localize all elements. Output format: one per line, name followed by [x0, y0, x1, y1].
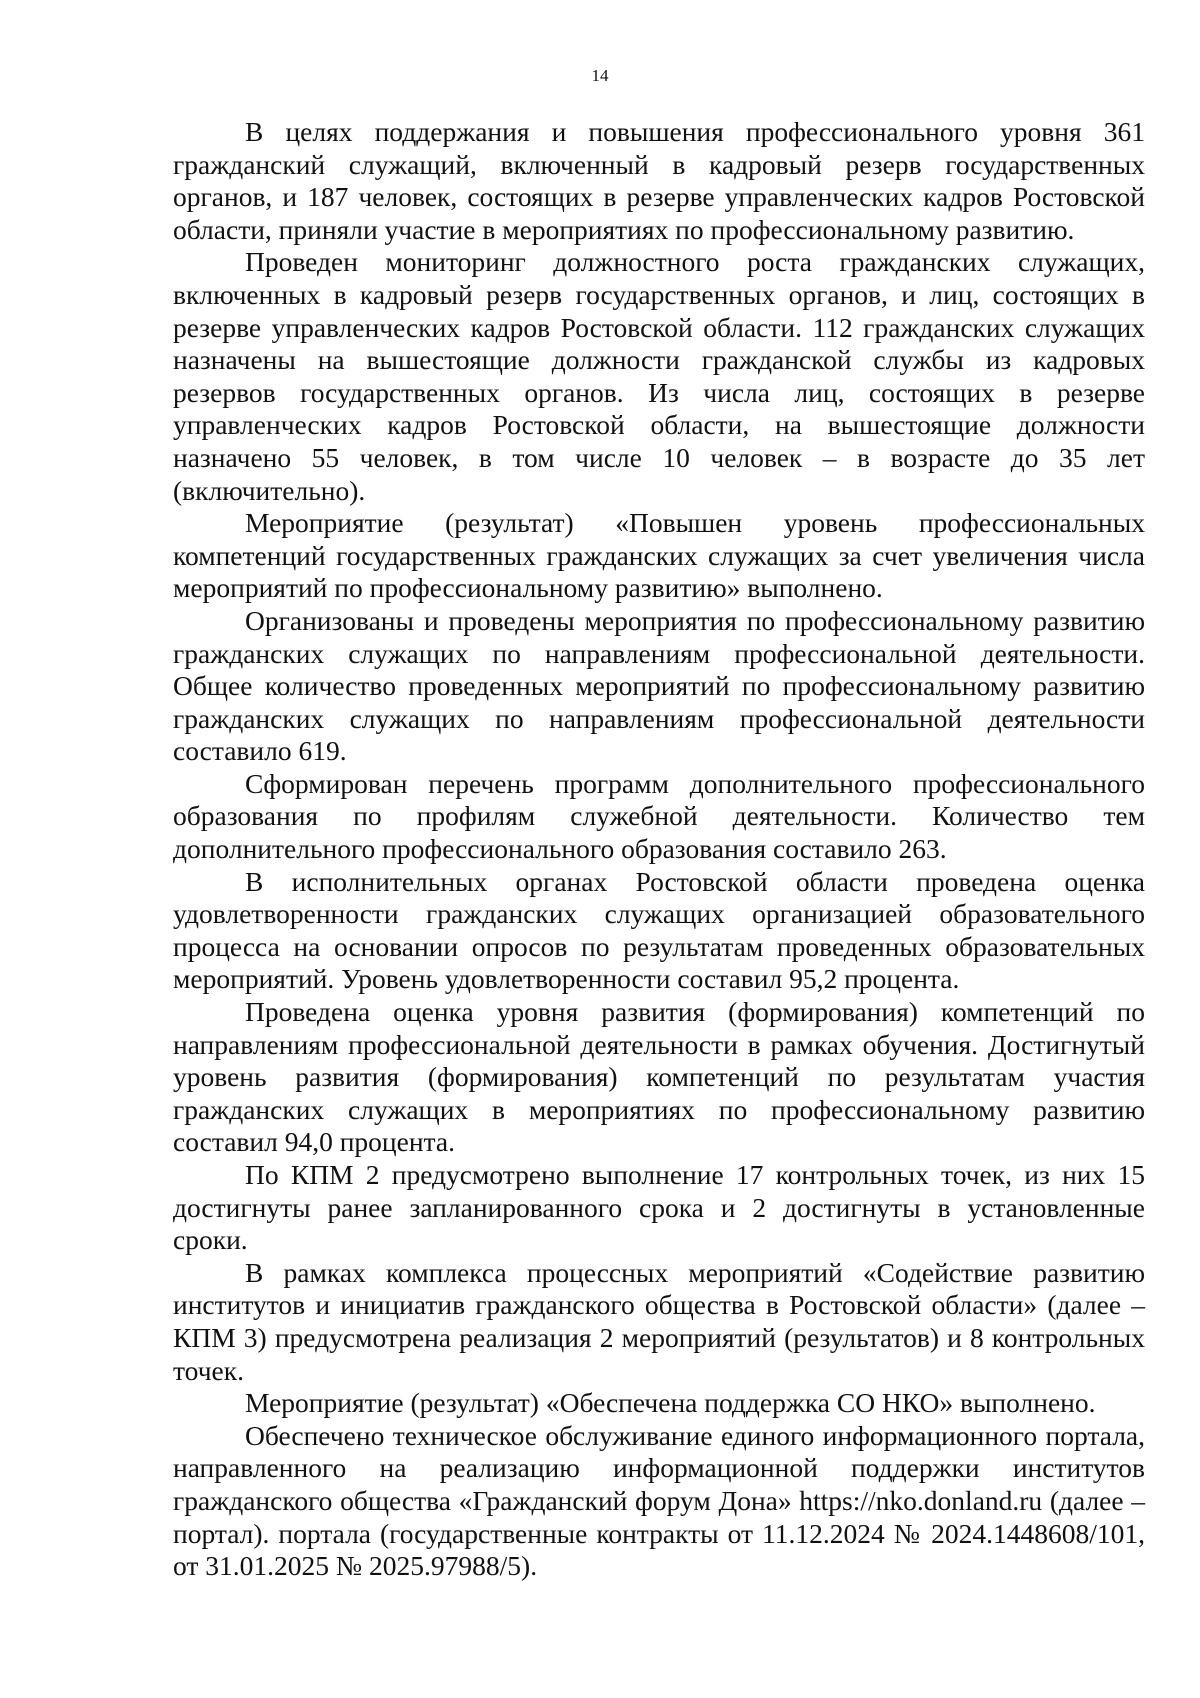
paragraph: В исполнительных органах Ростовской области проведена оценка удовлетворенности гражданских служащих организацией образовательного процесса на основании опросов по результатам проведенных образовательных мероприятий. Уровень удовлетворенности составил 95,2 процента.: [173, 865, 1145, 995]
paragraph: В рамках комплекса процессных мероприятий «Содействие развитию институтов и инициатив гражданского общества в Ростовской области» (далее – КПМ 3) предусмотрена реализация 2 мероприятий (результатов) и 8 контрольных точек.: [173, 1256, 1145, 1386]
paragraph: Проведена оценка уровня развития (формирования) компетенций по направлениям профессиональной деятельности в рамках обучения. Достигнутый уровень развития (формирования) компетенций по результатам участия гражданских служащих в мероприятиях по профессиональному развитию составил 94,0 процента.: [173, 996, 1145, 1158]
paragraph: Мероприятие (результат) «Повышен уровень профессиональных компетенций государственных гражданских служащих за счет увеличения числа мероприятий по профессиональному развитию» выполнено.: [173, 507, 1145, 604]
paragraph: Проведен мониторинг должностного роста гражданских служащих, включенных в кадровый резерв государственных органов, и лиц, состоящих в резерве управленческих кадров Ростовской области. 112 гражданских служащих назначены на вышестоящие должности гражданской службы из кадровых резервов государственных органов. Из числа лиц, состоящих в резерве управленческих кадров Ростовской области, на вышестоящие должности назначено 55 человек, в том числе 10 человек – в возрасте до 35 лет (включительно).: [173, 246, 1145, 506]
paragraph: Обеспечено техническое обслуживание единого информационного портала, направленного на реализацию информационной поддержки институтов гражданского общества «Гражданский форум Дона» https://nko.donland.ru (далее – портал). портала (государственные контракты от 11.12.2024 № 2024.1448608/101, от 31.01.2025 № 2025.97988/5).: [173, 1419, 1145, 1582]
document-body: [173, 116, 1145, 1583]
paragraph: Сформирован перечень программ дополнительного профессионального образования по профилям служебной деятельности. Количество тем дополнительного профессионального образования составило 263.: [173, 767, 1145, 865]
paragraph: По КПМ 2 предусмотрено выполнение 17 контрольных точек, из них 15 достигнуты ранее запланированного срока и 2 достигнуты в установленные сроки.: [173, 1159, 1145, 1256]
paragraph: Организованы и проведены мероприятия по профессиональному развитию гражданских служащих по направлениям профессиональной деятельности. Общее количество проведенных мероприятий по профессиональному развитию гражданских служащих по направлениям профессиональной деятельности составило 619.: [173, 604, 1145, 767]
paragraph: Мероприятие (результат) «Обеспечена поддержка СО НКО» выполнено.: [245, 1387, 1096, 1419]
page-number: 14: [591, 66, 609, 85]
paragraph: В целях поддержания и повышения профессионального уровня 361 гражданский служащий, включенный в кадровый резерв государственных органов, и 187 человек, состоящих в резерве управленческих кадров Ростовской области, приняли участие в мероприятиях по профессиональному развитию.: [173, 116, 1145, 245]
